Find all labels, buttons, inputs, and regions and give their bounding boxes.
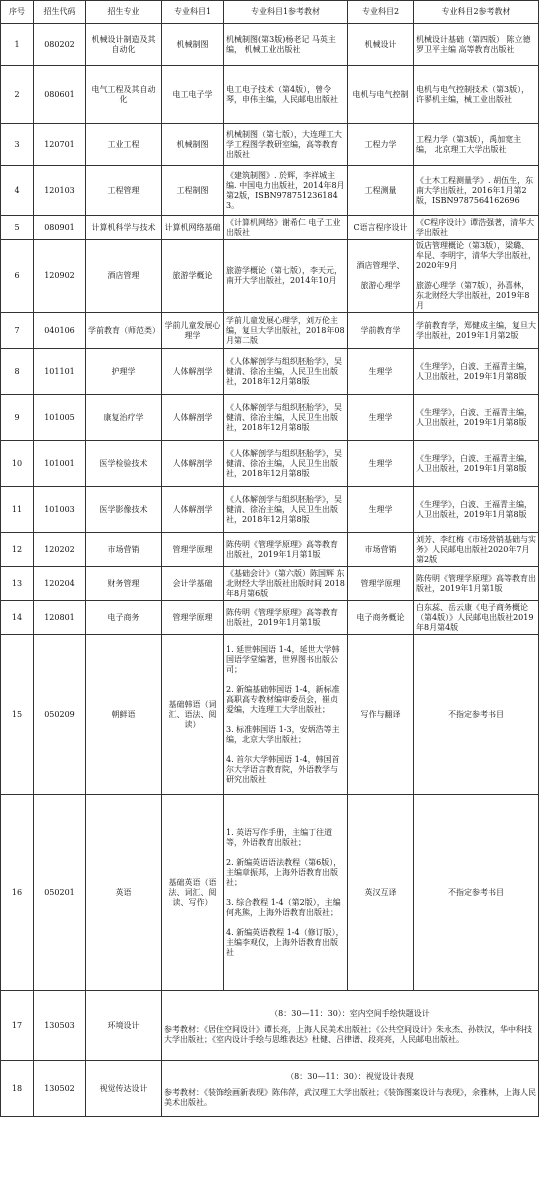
row-number: 5 xyxy=(1,216,34,240)
subject-1-books: 陈传明《管理学原理》高等教育出版社，2019年1月第1版 xyxy=(224,533,348,567)
subject-1-books: 学前儿童发展心理学，刘万伦主编，复旦大学出版社，2018年08月第二版 xyxy=(224,313,348,349)
subject-1: 基础韩语（词汇、语法、阅读） xyxy=(162,635,224,795)
table-row xyxy=(1,533,539,567)
subject-2: 生理学 xyxy=(348,441,414,487)
subject-1: 电工电子学 xyxy=(162,66,224,124)
row-number: 7 xyxy=(1,313,34,349)
row-number: 13 xyxy=(1,567,34,601)
major-code: 120902 xyxy=(34,240,86,313)
subject-2-books: 《生理学》，白波、王福青主编，人卫出版社，2019年1月第8版 xyxy=(414,487,539,533)
subject-1-books: 1. 延世韩国语 1-4，延世大学韩国语学堂编著，世界图书出版公司； 2. 新编基础韩国语 1-4，新标准高职高专教材编审委员会，崔贞爱编，大连理工大学出版社； 3. 标准韩国语 1-3，安炳浩等主编，北京大学出版社； 4. 首尔大学韩国语 1-4，韩国首尔大学语言教育院，外语教学与研究出版社 xyxy=(224,635,348,795)
major-code: 101003 xyxy=(34,487,86,533)
major-name: 酒店管理 xyxy=(86,240,162,313)
table-row xyxy=(1,635,539,795)
subject-2-books: 不指定参考书目 xyxy=(414,635,539,795)
table-row xyxy=(1,395,539,441)
exam-description xyxy=(162,991,539,1061)
subject-2-books: 不指定参考书目 xyxy=(414,795,539,991)
table-row xyxy=(1,349,539,395)
header-cell: 专业科目2参考教材 xyxy=(414,1,539,24)
header-cell: 专业科目1 xyxy=(162,1,224,24)
subject-2-books: 电机与电气控制技术（第3版），许翏机主编，械工业出版社 xyxy=(414,66,539,124)
subject-1-books: 1. 英语写作手册，主编丁往道等，外语教育出版社； 2. 新编英语语法教程（第6版），主编章振邦，上海外语教育出版社； 3. 综合教程 1-4（第2版），主编何兆熊，上海外语教育出版社； 4. 新编英语教程 1-4（修订版），主编李观仪，上海外语教育出版社 xyxy=(224,795,348,991)
subject-2: C语言程序设计 xyxy=(348,216,414,240)
major-name: 市场营销 xyxy=(86,533,162,567)
subject-2: 电机与电气控制 xyxy=(348,66,414,124)
major-name: 计算机科学与技术 xyxy=(86,216,162,240)
subject-1: 会计学基础 xyxy=(162,567,224,601)
subject-1-books: 《人体解剖学与组织胚胎学》，吴健清、徐冶主编，人民卫生出版社，2018年12月第8版 xyxy=(224,395,348,441)
major-name: 护理学 xyxy=(86,349,162,395)
subject-1-books: 旅游学概论（第七版），李天元，南开大学出版社，2014年10月 xyxy=(224,240,348,313)
major-code: 101001 xyxy=(34,441,86,487)
subject-2: 电子商务概论 xyxy=(348,601,414,635)
subject-1-books: 《建筑制图》. 於辉，李祥城主编. 中国电力出版社，2014年8月第2版，ISBN9787512361843。 xyxy=(224,166,348,216)
header-cell: 专业科目1参考教材 xyxy=(224,1,348,24)
major-name: 电气工程及其自动化 xyxy=(86,66,162,124)
subject-1-books: 《人体解剖学与组织胚胎学》，吴健清、徐冶主编，人民卫生出版社，2018年12月第8版 xyxy=(224,349,348,395)
subject-1: 工程制图 xyxy=(162,166,224,216)
subject-1-books: 《人体解剖学与组织胚胎学》，吴健清、徐冶主编，人民卫生出版社，2018年12月第8版 xyxy=(224,487,348,533)
row-number: 2 xyxy=(1,66,34,124)
subject-1: 管理学原理 xyxy=(162,601,224,635)
major-name: 电子商务 xyxy=(86,601,162,635)
subject-2: 生理学 xyxy=(348,349,414,395)
subject-1-books: 《人体解剖学与组织胚胎学》，吴健清、徐冶主编，人民卫生出版社，2018年12月第8版 xyxy=(224,441,348,487)
subject-1-books: 电工电子技术（第4版），曾令琴，申伟主编，人民邮电出版社 xyxy=(224,66,348,124)
table-row xyxy=(1,124,539,166)
row-number: 1 xyxy=(1,24,34,66)
major-name: 医学检验技术 xyxy=(86,441,162,487)
row-number: 15 xyxy=(1,635,34,795)
subject-1: 机械制图 xyxy=(162,24,224,66)
major-code: 080901 xyxy=(34,216,86,240)
major-code: 101005 xyxy=(34,395,86,441)
exam-description xyxy=(162,1061,539,1117)
header-row xyxy=(1,1,539,24)
subject-2: 工程力学 xyxy=(348,124,414,166)
row-number: 4 xyxy=(1,166,34,216)
table-row xyxy=(1,216,539,240)
subject-1: 旅游学概论 xyxy=(162,240,224,313)
table-row xyxy=(1,567,539,601)
subject-2: 学前教育学 xyxy=(348,313,414,349)
table-row xyxy=(1,1061,539,1117)
subject-2-books: 陈传明《管理学原理》高等教育出版社，2019年1月第1版 xyxy=(414,567,539,601)
major-code: 080202 xyxy=(34,24,86,66)
subject-1-books: 机械制图(第3版)杨老记 马英主编， 机械工业出版社 xyxy=(224,24,348,66)
subject-2-books: 机械设计基础（第四版） 陈立德 罗卫平主编 高等教育出版社 xyxy=(414,24,539,66)
subject-1: 管理学原理 xyxy=(162,533,224,567)
header-cell: 招生专业 xyxy=(86,1,162,24)
major-code: 080601 xyxy=(34,66,86,124)
subject-2: 写作与翻译 xyxy=(348,635,414,795)
subject-1: 人体解剖学 xyxy=(162,349,224,395)
reference-books: 参考教材：《装饰绘画新表现》陈伟萍，武汉理工大学出版社；《装饰图案设计与表现》，余雅林，上海人民美术出版社。 xyxy=(164,1088,536,1107)
subject-2: 市场营销 xyxy=(348,533,414,567)
subject-2-books: 白东蕊、岳云康《电子商务概论（第4版）》人民邮电出版社2019年8月第4版 xyxy=(414,601,539,635)
subject-1-books: 《基础会计》（第六版）陈国辉 东北财经大学出版社出版时间 2018年8月第6版 xyxy=(224,567,348,601)
subject-1-books: 陈传明《管理学原理》高等教育出版社，2019年1月第1版 xyxy=(224,601,348,635)
row-number: 12 xyxy=(1,533,34,567)
subject-2-books: 《C程序设计》谭浩强著，清华大学出版社 xyxy=(414,216,539,240)
table-row xyxy=(1,795,539,991)
table-row xyxy=(1,601,539,635)
major-name: 财务管理 xyxy=(86,567,162,601)
subject-2: 生理学 xyxy=(348,487,414,533)
row-number: 6 xyxy=(1,240,34,313)
table-row xyxy=(1,166,539,216)
subject-1: 计算机网络基础 xyxy=(162,216,224,240)
major-name: 环境设计 xyxy=(86,991,162,1061)
row-number: 11 xyxy=(1,487,34,533)
subject-2-books: 学前教育学，郑健成主编，复旦大学出版社，2019年1月第2版 xyxy=(414,313,539,349)
subject-1: 人体解剖学 xyxy=(162,395,224,441)
major-name: 视觉传达设计 xyxy=(86,1061,162,1117)
subject-2: 英汉互译 xyxy=(348,795,414,991)
table-row xyxy=(1,441,539,487)
header-cell: 序号 xyxy=(1,1,34,24)
row-number: 8 xyxy=(1,349,34,395)
subject-1: 学前儿童发展心理学 xyxy=(162,313,224,349)
subject-2-books: 《生理学》，白波、王福青主编，人卫出版社，2019年1月第8版 xyxy=(414,395,539,441)
major-name: 英语 xyxy=(86,795,162,991)
subject-2: 管理学原理 xyxy=(348,567,414,601)
table-row xyxy=(1,240,539,313)
subject-2: 机械设计 xyxy=(348,24,414,66)
table-row xyxy=(1,487,539,533)
major-code: 130502 xyxy=(34,1061,86,1117)
subject-2-books: 《土木工程测量学》. 胡伍生，东南大学出版社，2016年1月第2版，ISBN9787564162696 xyxy=(414,166,539,216)
subject-2: 酒店管理学、 旅游心理学 xyxy=(348,240,414,313)
row-number: 9 xyxy=(1,395,34,441)
table-row xyxy=(1,66,539,124)
major-code: 040106 xyxy=(34,313,86,349)
major-name: 医学影像技术 xyxy=(86,487,162,533)
major-code: 101101 xyxy=(34,349,86,395)
subject-2: 生理学 xyxy=(348,395,414,441)
subject-1-books: 《计算机网络》谢希仁 电子工业出版社 xyxy=(224,216,348,240)
header-cell: 招生代码 xyxy=(34,1,86,24)
subject-2-books: 刘芳、李红梅《市场营销基础与实务》人民邮电出版社2020年7月第2版 xyxy=(414,533,539,567)
row-number: 18 xyxy=(1,1061,34,1117)
major-code: 050209 xyxy=(34,635,86,795)
row-number: 14 xyxy=(1,601,34,635)
row-number: 3 xyxy=(1,124,34,166)
table-row xyxy=(1,991,539,1061)
subject-1: 基础英语（语法、词汇、阅读、写作） xyxy=(162,795,224,991)
reference-books: 参考教材：《居住空间设计》谭长亮，上海人民美术出版社；《公共空间设计》朱永杰、孙铁汉，华中科技大学出版社；《室内设计手绘与思维表达》杜健、吕律谱、段亮亮，人民邮电出版社。 xyxy=(164,1025,532,1044)
major-name: 机械设计制造及其自动化 xyxy=(86,24,162,66)
exam-topic: （8：30—11：30）：室内空间手绘快题设计 xyxy=(270,1009,430,1018)
major-name: 工业工程 xyxy=(86,124,162,166)
major-code: 120103 xyxy=(34,166,86,216)
subject-2-books: 《生理学》，白波、王福青主编，人卫出版社，2019年1月第8版 xyxy=(414,441,539,487)
major-name: 学前教育（师范类） xyxy=(86,313,162,349)
row-number: 17 xyxy=(1,991,34,1061)
subject-2: 工程测量 xyxy=(348,166,414,216)
major-code: 130503 xyxy=(34,991,86,1061)
subject-1: 机械制图 xyxy=(162,124,224,166)
row-number: 16 xyxy=(1,795,34,991)
row-number: 10 xyxy=(1,441,34,487)
major-name: 工程管理 xyxy=(86,166,162,216)
major-code: 120204 xyxy=(34,567,86,601)
table-row xyxy=(1,24,539,66)
subject-2-books: 工程力学（第3版），禹加宽主编， 北京理工大学出版社 xyxy=(414,124,539,166)
major-code: 050201 xyxy=(34,795,86,991)
subject-1-books: 机械制图（第七版），大连理工大学工程图学教研室编，高等教育出版社 xyxy=(224,124,348,166)
major-name: 朝鲜语 xyxy=(86,635,162,795)
subject-1: 人体解剖学 xyxy=(162,487,224,533)
major-code: 120202 xyxy=(34,533,86,567)
subject-1: 人体解剖学 xyxy=(162,441,224,487)
subject-2-books: 《生理学》，白波、王福青主编，人卫出版社，2019年1月第8版 xyxy=(414,349,539,395)
table-row xyxy=(1,313,539,349)
major-code: 120801 xyxy=(34,601,86,635)
major-name: 康复治疗学 xyxy=(86,395,162,441)
subject-2-books: 饭店管理概论（第3版），梁璐、牟昆、李明宇，清华大学出版社，2020年9月 旅游心理学（第7版），孙喜林，东北财经大学出版社，2019年8月 xyxy=(414,240,539,313)
exam-topic: （8：30—11：30）：视觉设计表现 xyxy=(286,1072,414,1081)
header-cell: 专业科目2 xyxy=(348,1,414,24)
major-code: 120701 xyxy=(34,124,86,166)
